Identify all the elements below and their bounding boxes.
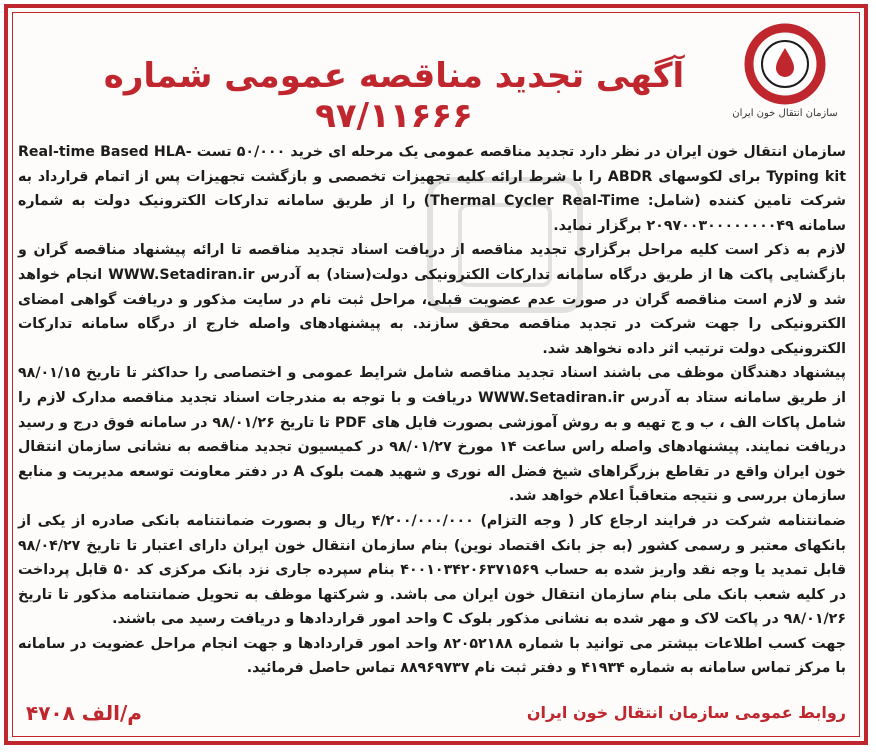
footer-department: روابط عمومی سازمان انتقال خون ایران [526, 703, 846, 722]
footer-code: م/الف ۴۷۰۸ [26, 701, 142, 725]
notice-body [18, 140, 846, 681]
notice-footer [18, 703, 846, 733]
body-paragraph-process: لازم به ذکر است کلیه مراحل برگزاری تجدید مناقصه از دریافت اسناد تجدید مناقصه تا ارائه پیشنهاد مناقصه گران و بازگشایی پاکت ها از طریق درگاه سامانه تدارکات الکترونیکی دولت(ستاد) به آدرس WWW.Setadiran.ir انجام خواهد شد و لازم است مناقصه گران در صورت عدم عضویت قبلی، مراحل ثبت نام در سایت مذکور و دریافت گواهی امضای الکترونیکی را جهت شرکت در تجدید مناقصه محقق سازند. به پیشنهادهای واصله خارج از درگاه سامانه تدارکات الکترونیکی دولت ترتیب اثر داده نخواهد شد. [18, 242, 846, 357]
logo-caption: سازمان انتقال خون ایران [732, 108, 838, 119]
organization-logo [720, 22, 850, 132]
blood-drop-logo-icon [743, 22, 827, 106]
body-paragraph-documents: پیشنهاد دهندگان موظف می باشند اسناد تجدید مناقصه شامل شرایط عمومی و اختصاصی را حداکثر تا تاریخ ۹۸/۰۱/۱۵ از طریق سامانه ستاد به آدرس WWW.Setadiran.ir دریافت و با توجه به مندرجات اسناد تجدید مناقصه مدارک لازم را شامل پاکات الف ، ب و ج تهیه و به روش آموزشی بصورت فایل های PDF تا تاریخ ۹۸/۰۱/۲۶ در سامانه فوق درج و رسید دریافت نمایند. پیشنهادهای واصله راس ساعت ۱۴ مورخ ۹۸/۰۱/۲۷ در کمیسیون تجدید مناقصه به نشانی سازمان انتقال خون ایران واقع در تقاطع بزرگراهای شیخ فضل اله نوری و شهید همت بلوک A در دفتر معاونت توسعه مدیریت و منابع سازمان بررسی و نتیجه متعاقباً اعلام خواهد شد. [18, 365, 847, 505]
body-paragraph-contact: جهت کسب اطلاعات بیشتر می توانید با شماره ۸۲۰۵۲۱۸۸ واحد امور قراردادها و جهت انجام مراحل عضویت در سامانه با مرکز تماس سامانه به شماره ۴۱۹۳۴ و دفتر ثبت نام ۸۸۹۶۹۷۳۷ تماس حاصل فرمائید. [18, 635, 846, 677]
body-paragraph-intro: سازمان انتقال خون ایران در نظر دارد تجدید مناقصه عمومی یک مرحله ای خرید ۵۰/۰۰۰ تست Real-time Based HLA-Typing kit برای لکوسهای ABDR را با شرط ارائه کلیه تجهیزات تخصصی و بازگشت تجهیزات پس از اتمام قرارداد به شرکت تامین کننده (شامل: Thermal Cycler Real-Time) را از طریق سامانه تدارکات الکترونیک دولت به شماره سامانه ۲۰۹۷۰۰۳۰۰۰۰۰۰۰۰۴۹ برگزار نماید. [18, 144, 846, 234]
notice-header [14, 14, 850, 134]
body-paragraph-guarantee: ضمانتنامه شرکت در فرایند ارجاع کار ( وجه التزام) ۴/۲۰۰/۰۰۰/۰۰۰ ریال و بصورت ضمانتنامه بانکی صادره از یکی از بانکهای معتبر و رسمی کشور (به جز بانک اقتصاد نوین) بنام سازمان انتقال خون ایران دارای اعتبار تا تاریخ ۹۸/۰۴/۲۷ قابل تمدید یا وجه نقد واریز شده به حساب ۴۰۰۱۰۳۴۲۰۶۳۷۱۵۶۹ بنام سپرده جاری نزد بانک مرکزی کد ۵۰ قابل پرداخت در کلیه شعب بانک ملی بنام سازمان انتقال خون ایران می باشد. و شرکتها موظف به تحویل ضمانتنامه مذکور تا تاریخ ۹۸/۰۱/۲۶ در پاکت لاک و مهر شده به نشانی مذکور بلوک C واحد امور قراردادها و دریافت رسید می باشند. [18, 512, 847, 628]
notice-title: آگهی تجدید مناقصه عمومی شماره ۹۷/۱۱۶۶۶ [103, 56, 685, 136]
